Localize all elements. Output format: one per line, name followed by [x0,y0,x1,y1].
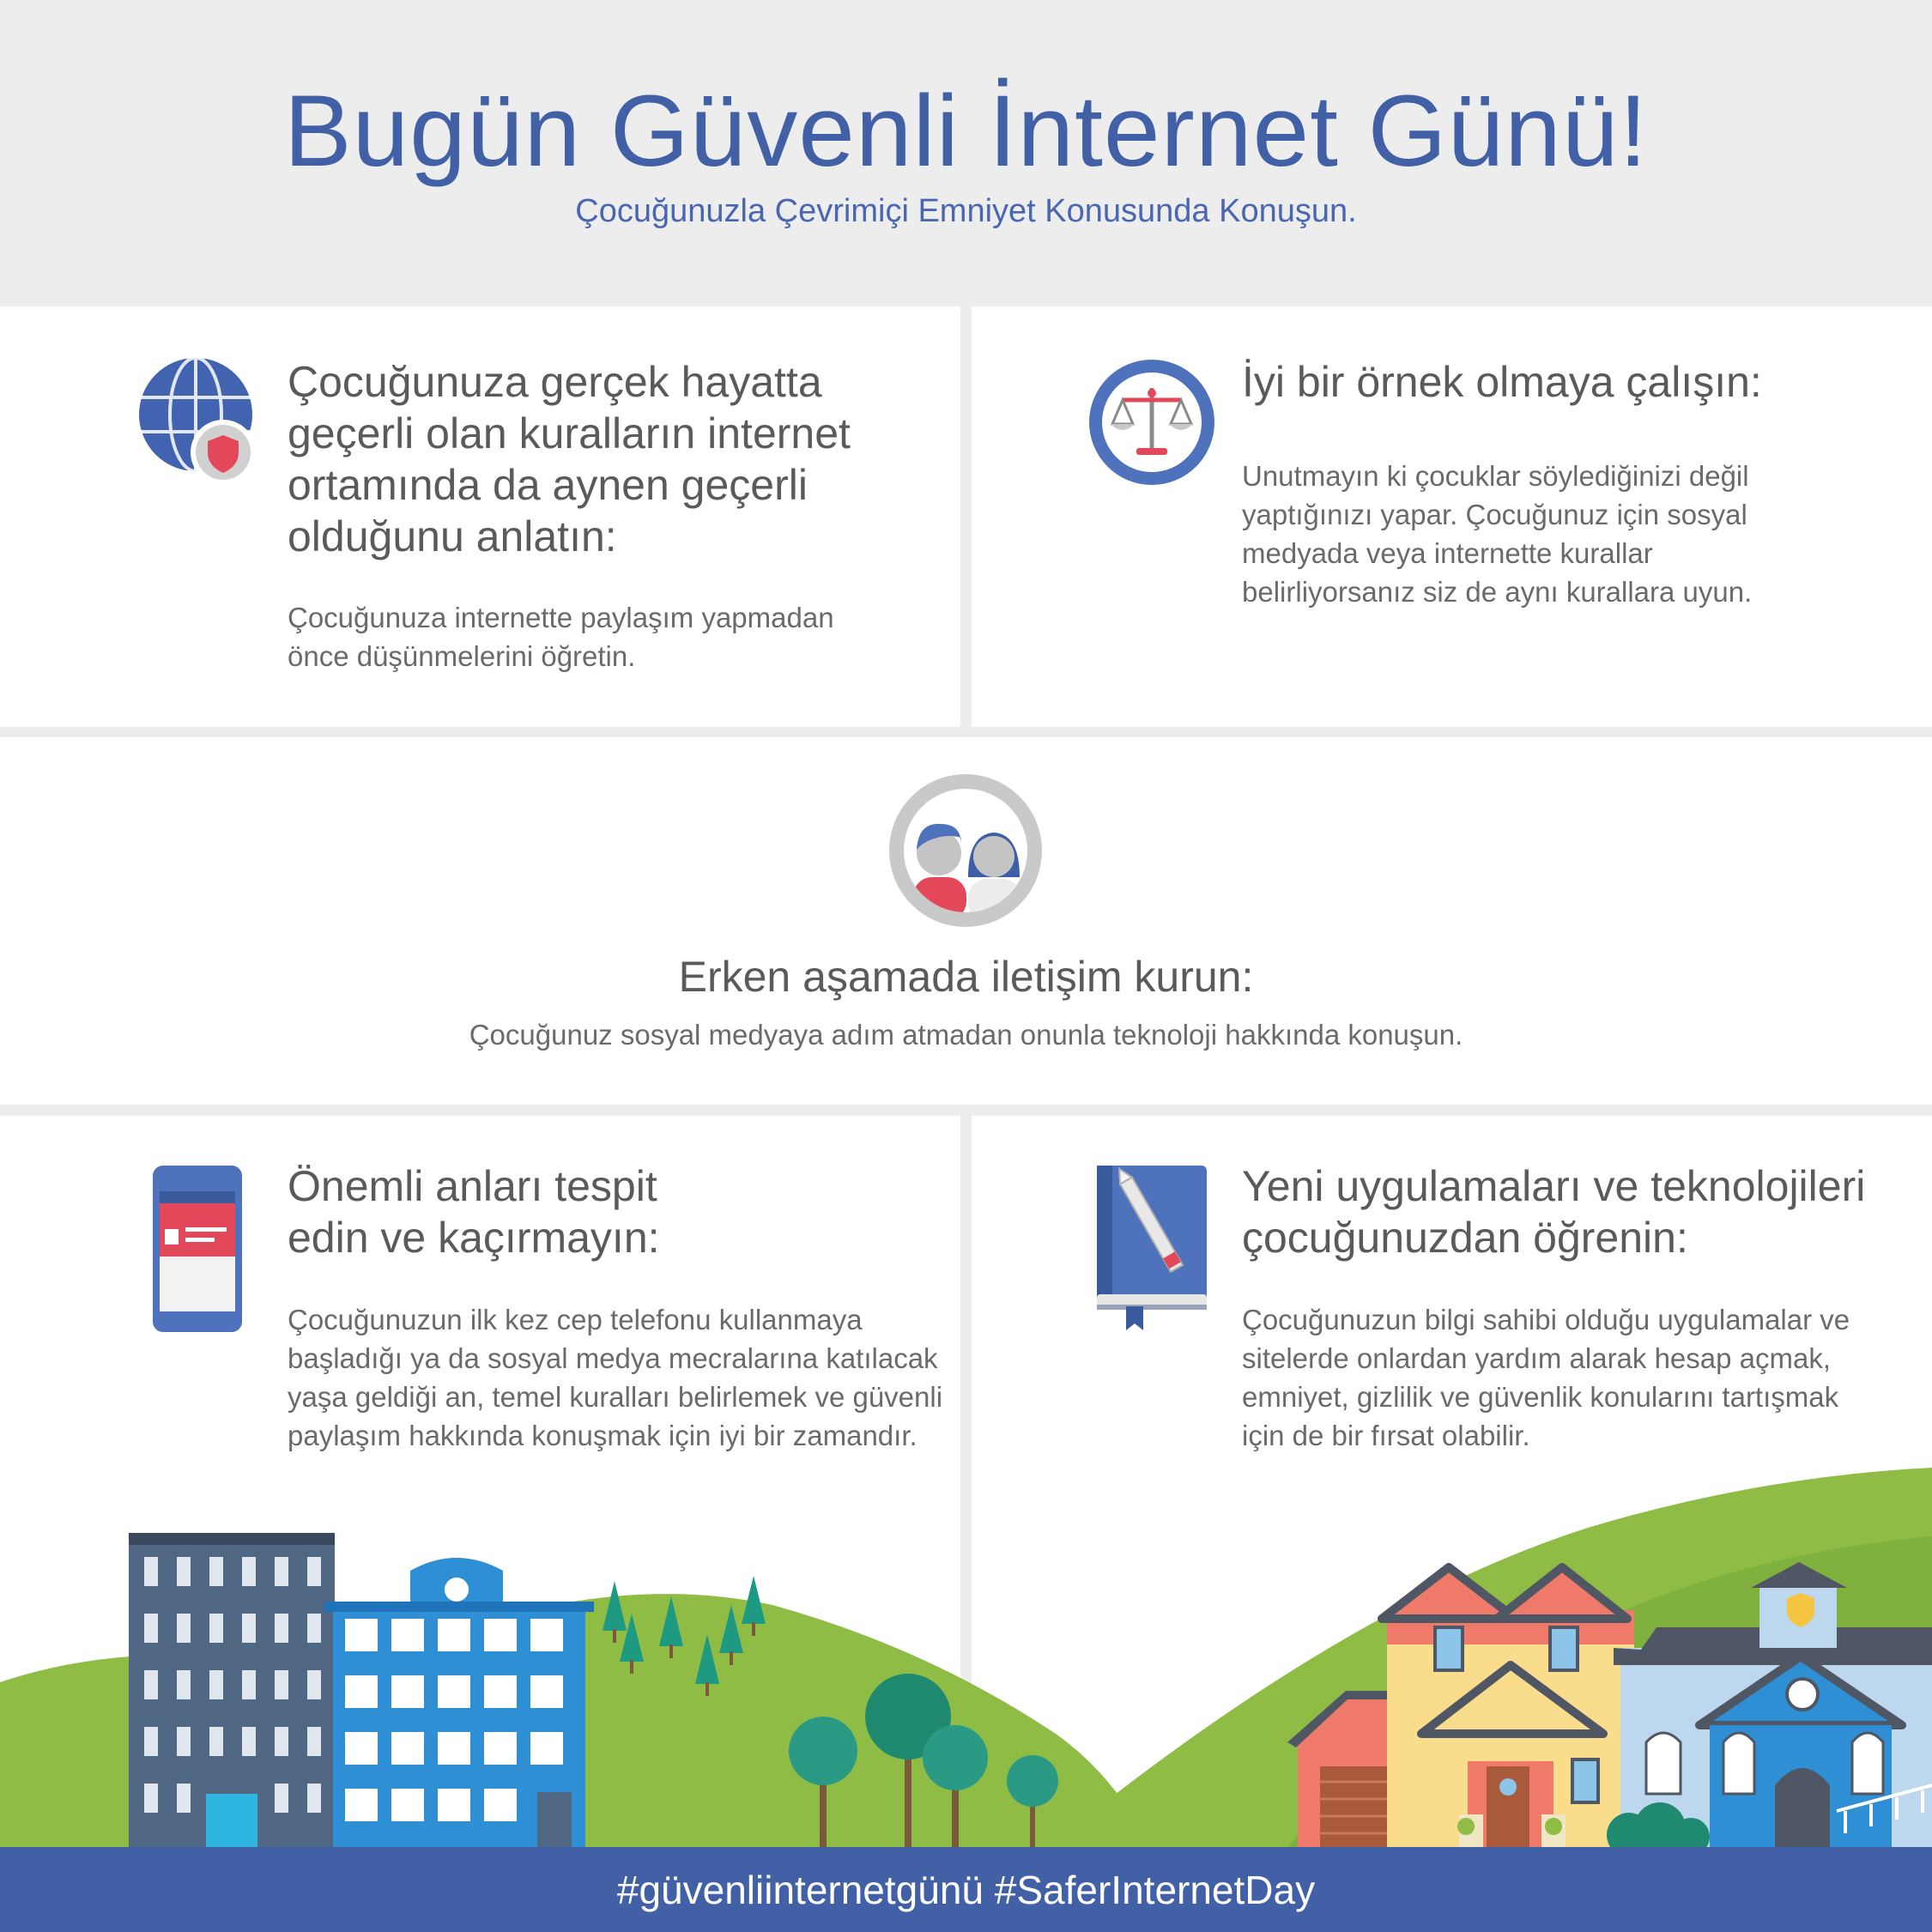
tip-3-heading-line: Erken aşamada iletişim kurun: [678,953,1254,1001]
houses [1287,1567,1634,1847]
mobile-phone-icon [153,1166,244,1334]
tip-1-heading-line: Çocuğunuza gerçek hayatta [288,358,822,406]
tip-1-heading-line: geçerli olan kuralların internet [288,409,851,457]
scales-icon [1088,359,1217,488]
tip-2-body-line: belirliyorsanız siz de aynı kurallara uyun. [1242,576,1753,608]
tip-3-heading [0,951,1932,1002]
book-pencil-icon [1097,1166,1208,1330]
tip-5-heading-line: çocuğunuzdan öğrenin: [1242,1214,1688,1262]
tip-2-body-line: yaptığınızı yapar. Çocuğunuz için sosyal [1242,499,1747,530]
tip-4-body-line: yaşa geldiği an, temel kuralları belirlemek ve güvenli [288,1381,943,1413]
tip-1-heading-line: olduğunu anlatın: [288,512,617,560]
tip-5-body-line: için de bir fırsat olabilir. [1242,1420,1530,1451]
page-title: Bugün Güvenli İnternet Günü! [283,75,1649,188]
tip-5-body-line: Çocuğunuzun bilgi sahibi olduğu uygulamalar ve [1242,1304,1850,1335]
tip-2-body-line: medyada veya internette kurallar [1242,537,1653,569]
tip-4-body-line: Çocuğunuzun ilk kez cep telefonu kullanmaya [288,1304,863,1335]
tip-1-body-line: önce düşünmelerini öğretin. [288,640,636,672]
tip-2-heading [1242,356,1894,408]
footer-hashtags: #güvenliinternetgünü #SaferInternetDay [616,1868,1316,1912]
tip-2-body [1242,457,1894,611]
tip-2-body-line: Unutmayın ki çocuklar söylediğinizi değil [1242,460,1749,492]
tip-1-heading-line: ortamında da aynen geçerli [288,461,808,509]
tip-4-body-line: paylaşım hakkında konuşmak için iyi bir zamandır. [288,1420,918,1451]
tip-1-heading [288,356,940,562]
tip-2-heading-line: İyi bir örnek olmaya çalışın: [1242,358,1762,406]
tip-4-heading-line: edin ve kaçırmayın: [288,1214,660,1262]
parent-child-icon [889,774,1044,929]
tip-5-heading-line: Yeni uygulamaları ve teknolojileri [1242,1162,1866,1210]
office-building-blue [324,1558,594,1847]
tip-4-heading-line: Önemli anları tespit [288,1162,657,1210]
tip-3-body [0,1015,1932,1054]
page-subtitle: Çocuğunuzla Çevrimiçi Emniyet Konusunda Konuşun. [575,193,1357,229]
tip-4-body-line: başladığı ya da sosyal medya mecralarına katılacak [288,1342,938,1374]
tip-5-body [1242,1300,1911,1455]
city-landscape-illustration [0,1451,1932,1847]
office-building-dark [129,1533,335,1847]
tip-3-body-line: Çocuğunuz sosyal medyaya adım atmadan onunla teknoloji hakkında konuşun. [469,1019,1463,1051]
tip-5-heading [1242,1160,1911,1263]
tip-1-body [288,598,940,675]
tip-1-body-line: Çocuğunuza internette paylaşım yapmadan [288,602,834,633]
tip-5-body-line: sitelerde onlardan yardım alarak hesap açmak, [1242,1342,1832,1374]
tip-4-body [288,1300,957,1455]
tip-5-body-line: emniyet, gizlilik ve güvenlik konularını tartışmak [1242,1381,1839,1413]
tip-4-heading [288,1160,940,1263]
globe-shield-icon [137,356,257,485]
